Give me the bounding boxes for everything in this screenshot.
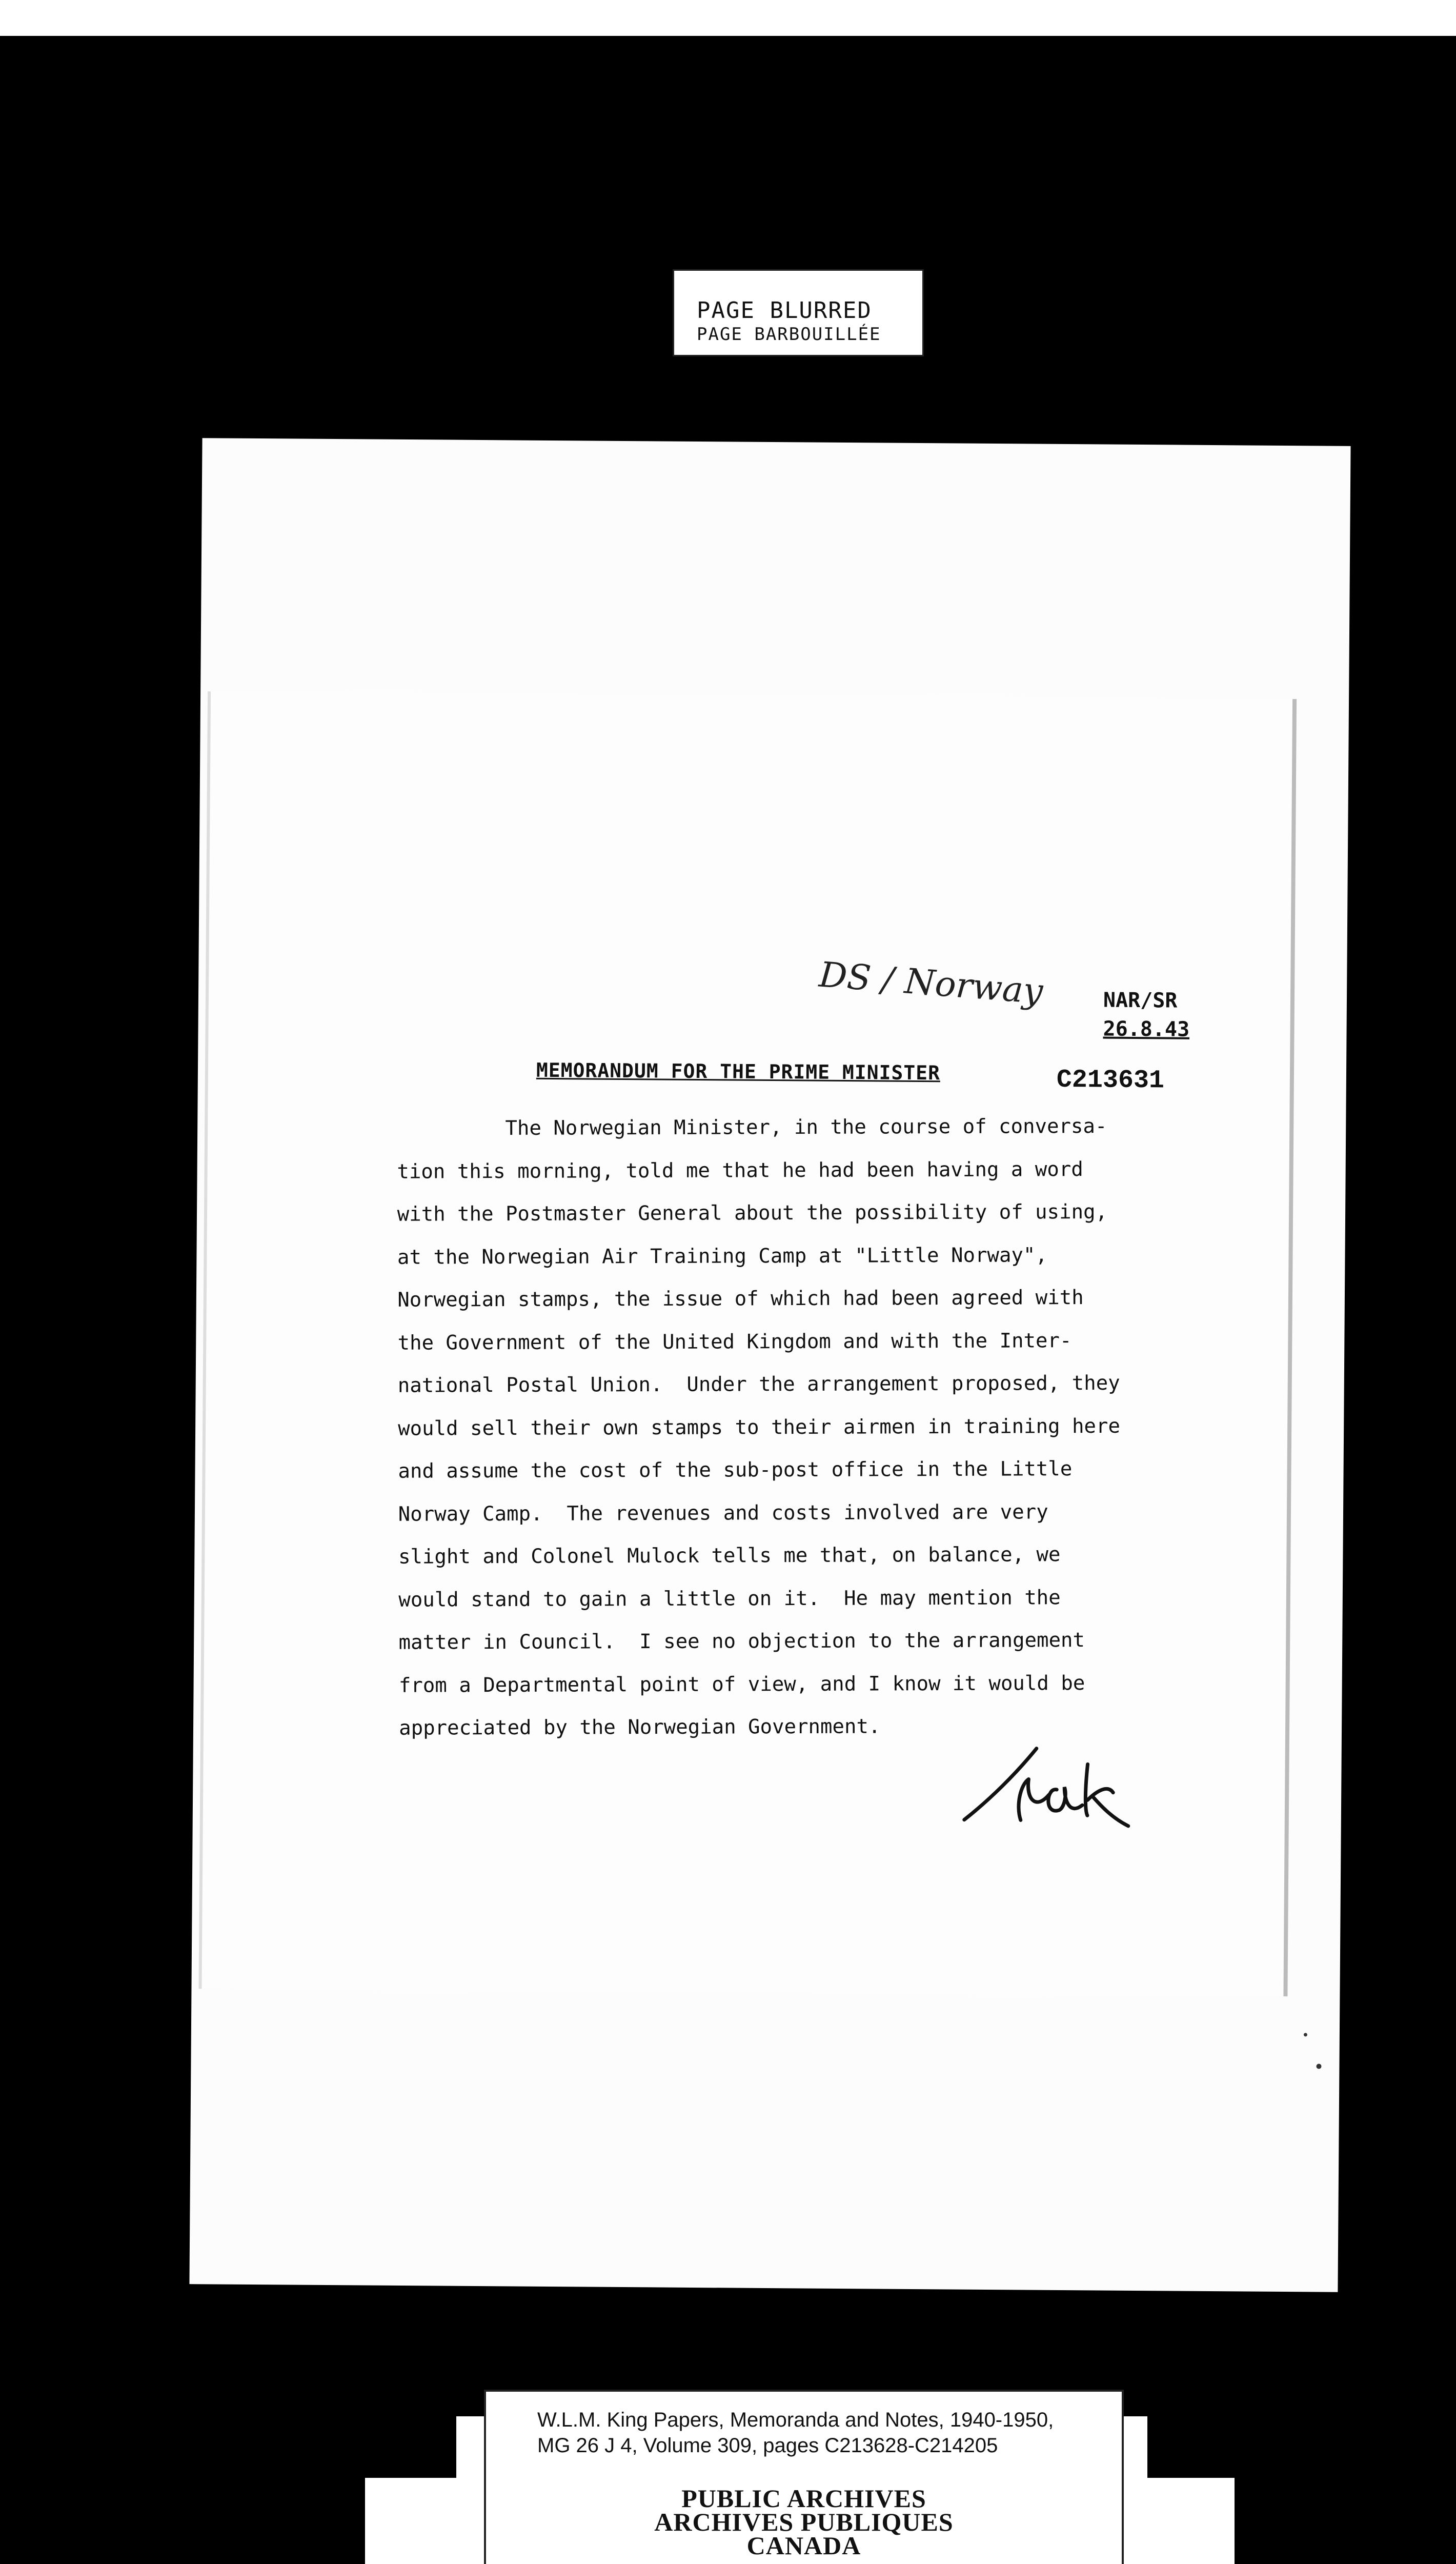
- scan-speck: [1304, 2033, 1307, 2036]
- label-notch: [1147, 2416, 1235, 2478]
- handwritten-signature: [959, 1743, 1134, 1831]
- stamp-line-french: PAGE BARBOUILLÉE: [697, 324, 881, 345]
- memo-sheet: [198, 691, 1297, 1996]
- memo-date: 26.8.43: [1103, 1017, 1190, 1041]
- scan-top-margin: [0, 0, 1456, 36]
- caption-line: MG 26 J 4, Volume 309, pages C213628-C214205: [537, 2434, 998, 2457]
- body-line: would stand to gain a little on it. He may mention the: [398, 1586, 1061, 1612]
- body-line: Norway Camp. The revenues and costs involved are very: [398, 1500, 1048, 1526]
- body-line: and assume the cost of the sub-post office in the Little: [398, 1457, 1073, 1483]
- body-line: from a Departmental point of view, and I know it would be: [398, 1671, 1085, 1697]
- archive-label: [484, 2390, 1124, 2564]
- collection-caption: [537, 2407, 1091, 2458]
- document-number: C213631: [1056, 1065, 1165, 1096]
- author-reference: NAR/SR: [1103, 988, 1178, 1013]
- body-line: Norwegian stamps, the issue of which had been agreed with: [397, 1286, 1084, 1312]
- body-line: slight and Colonel Mulock tells me that, on balance, we: [398, 1543, 1061, 1569]
- body-line: the Government of the United Kingdom and with the Inter-: [397, 1329, 1072, 1355]
- document-page: [189, 438, 1350, 2292]
- label-notch-edge: [456, 2416, 482, 2478]
- memo-title: MEMORANDUM FOR THE PRIME MINISTER: [536, 1058, 941, 1085]
- body-line: would sell their own stamps to their airmen in training here: [398, 1414, 1121, 1440]
- label-notch: [365, 2416, 456, 2478]
- body-line: at the Norwegian Air Training Camp at "Little Norway",: [397, 1243, 1047, 1269]
- scan-speck: [1316, 2064, 1321, 2069]
- archives-stamp: [486, 2484, 1122, 2560]
- body-line: with the Postmaster General about the possibility of using,: [397, 1200, 1108, 1226]
- label-notch-edge: [1124, 2416, 1147, 2478]
- body-line: matter in Council. I see no objection to the arrangement: [398, 1629, 1085, 1654]
- archives-line: ARCHIVES PUBLIQUES: [654, 2508, 954, 2536]
- memo-body: [397, 1105, 1260, 1750]
- body-line: appreciated by the Norwegian Government.: [399, 1715, 881, 1740]
- body-line: The Norwegian Minister, in the course of conversa-: [397, 1114, 1107, 1140]
- archive-label-base: [365, 2409, 1235, 2564]
- page-blurred-stamp: [673, 269, 924, 356]
- body-line: tion this morning, told me that he had been having a word: [397, 1157, 1083, 1184]
- body-line: national Postal Union. Under the arrangement proposed, they: [397, 1371, 1120, 1397]
- handwritten-file-note: DS / Norway: [817, 954, 1044, 1012]
- archives-line: CANADA: [746, 2531, 861, 2560]
- archives-line: PUBLIC ARCHIVES: [681, 2484, 926, 2513]
- reference-block: [1103, 986, 1189, 1044]
- stamp-line-english: PAGE BLURRED: [697, 297, 872, 324]
- caption-line: W.L.M. King Papers, Memoranda and Notes, 1940-1950,: [537, 2409, 1054, 2431]
